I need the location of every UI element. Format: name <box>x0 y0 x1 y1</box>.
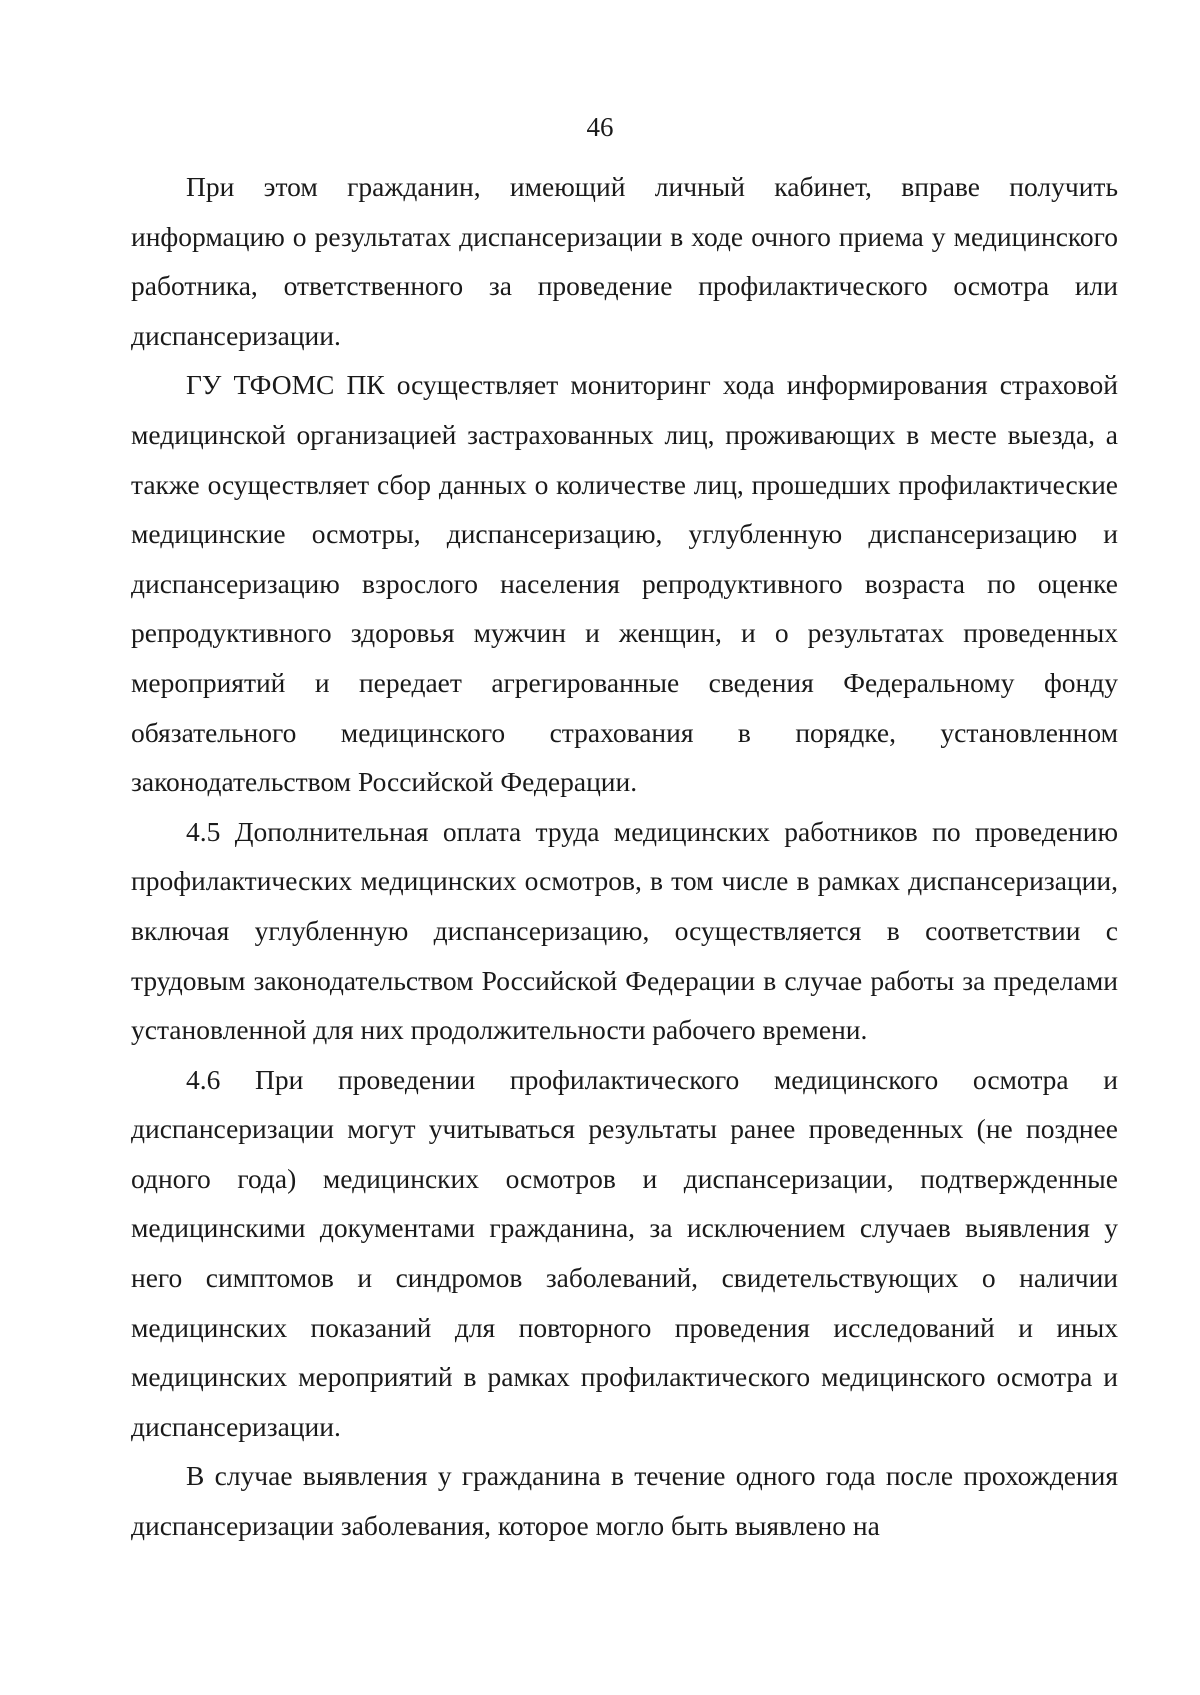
paragraph-4-6-prior-results: 4.6 При проведении профилактического медицинского осмотра и диспансеризации могут учитываться результаты ранее проведенных (не позднее одного года) медицинских осмотров и диспансеризации, подтвержденные медицинскими документами гражданина, за исключением случаев выявления у него симптомов и синдромов заболеваний, свидетельствующих о наличии медицинских показаний для повторного проведения исследований и иных медицинских мероприятий в рамках профилактического медицинского осмотра и диспансеризации. <box>131 1063 1118 1442</box>
document-body <box>131 162 1118 1551</box>
page-number: 46 <box>586 112 614 142</box>
paragraph-disease-detection: В случае выявления у гражданина в течение одного года после прохождения диспансеризации заболевания, которое могло быть выявлено на <box>131 1460 1118 1542</box>
paragraph-personal-account: При этом гражданин, имеющий личный кабинет, вправе получить информацию о результатах диспансеризации в ходе очного приема у медицинского работника, ответственного за проведение профилактического осмотра или диспансеризации. <box>131 171 1118 351</box>
paragraph-4-5-additional-pay: 4.5 Дополнительная оплата труда медицинских работников по проведению профилактических медицинских осмотров, в том числе в рамках диспансеризации, включая углубленную диспансеризацию, осуществляется в соответствии с трудовым законодательством Российской Федерации в случае работы за пределами установленной для них продолжительности рабочего времени. <box>131 815 1118 1046</box>
paragraph-tfoms-monitoring: ГУ ТФОМС ПК осуществляет мониторинг хода информирования страховой медицинской организацией застрахованных лиц, проживающих в месте выезда, а также осуществляет сбор данных о количестве лиц, прошедших профилактические медицинские осмотры, диспансеризацию, углубленную диспансеризацию и диспансеризацию взрослого населения репродуктивного возраста по оценке репродуктивного здоровья мужчин и женщин, и о результатах проведенных мероприятий и передает агрегированные сведения Федеральному фонду обязательного медицинского страхования в порядке, установленном законодательством Российской Федерации. <box>131 369 1118 798</box>
